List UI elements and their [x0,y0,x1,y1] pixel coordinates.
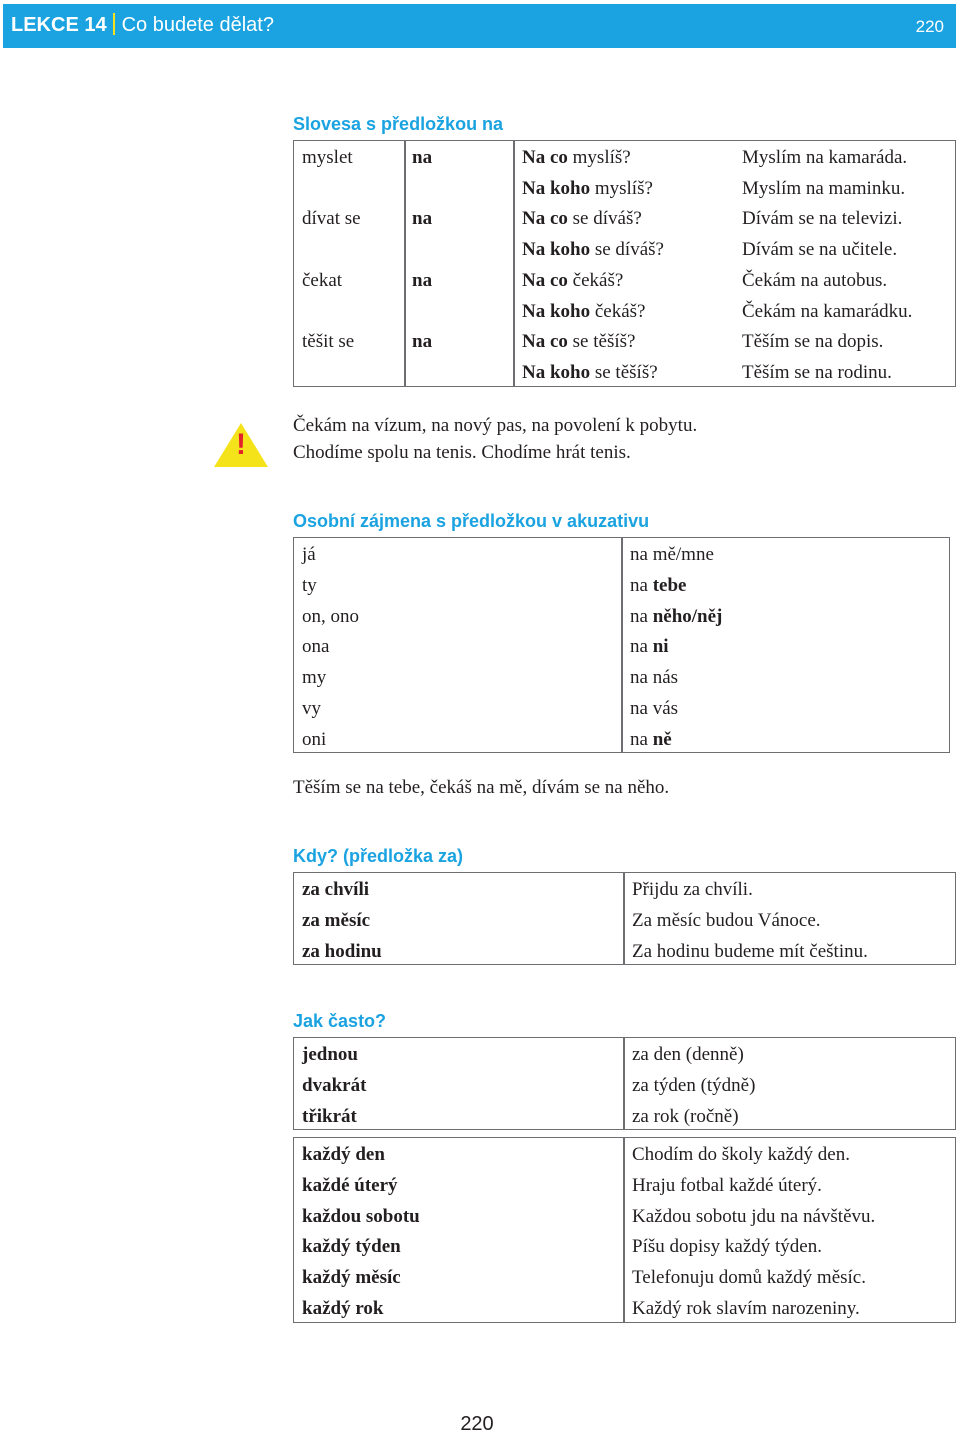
question-bold: Na koho [522,239,591,261]
example-cell: Za měsíc budou Vánoce. [632,909,821,931]
question-cell [522,173,653,204]
frequency-table [293,1037,956,1130]
pronoun-form: nás [652,667,679,689]
question-rest: se díváš? [590,239,664,261]
question-rest: myslíš? [590,177,653,199]
term-cell: každé úterý [302,1174,398,1196]
question-rest: čekáš? [590,300,646,322]
example-cell: za týden (týdně) [632,1074,756,1096]
term-cell: každý rok [302,1298,384,1319]
preposition-na: na [630,605,653,627]
example-cell: Chodím do školy každý den. [632,1144,850,1165]
pronoun-form-cell [630,693,678,724]
pronoun-form-cell [630,631,669,662]
every-table [293,1137,956,1323]
verb-cell: těšit se [302,331,355,353]
example-cell: Každou sobotu jdu na návštěvu. [632,1205,876,1227]
example-cell: Telefonuju domů každý měsíc. [632,1267,866,1289]
pronoun-cell: my [302,667,327,689]
question-bold: Na co [522,331,568,353]
question-bold: Na co [522,147,568,168]
pronoun-cell: on, ono [302,605,359,627]
when-table [293,872,956,965]
answer-cell: Těším se na rodinu. [742,361,892,383]
term-cell: každý měsíc [302,1267,401,1289]
section-heading-verbs: Slovesa s předložkou na [293,114,504,134]
preposition-cell: na [412,331,433,353]
pronoun-form: ni [652,636,669,658]
preposition-na: na [630,728,653,750]
term-cell: za chvíli [302,879,370,900]
question-cell [522,142,631,173]
answer-cell: Dívám se na televizi. [742,208,903,230]
question-rest: se díváš? [567,208,642,230]
example-cell: Každý rok slavím narozeniny. [632,1298,860,1319]
question-rest: se těšíš? [590,361,658,383]
answer-cell: Myslím na kamaráda. [742,147,908,168]
page-header [3,4,956,48]
header-page-number: 220 [915,17,944,36]
term-cell: každý den [302,1144,385,1165]
column-divider [623,873,625,964]
answer-cell: Čekám na autobus. [742,269,888,291]
question-rest: myslíš? [567,147,631,168]
header-divider [113,13,115,35]
section-heading-how-often: Jak často? [293,1011,387,1031]
term-cell: za hodinu [302,940,382,962]
example-cell: Za hodinu budeme mít češtinu. [632,940,868,962]
section-heading-when: Kdy? (předložka za) [293,846,464,866]
verbs-table [293,140,956,387]
preposition-cell: na [412,269,433,291]
pronoun-form-cell [630,539,714,570]
note-line: Chodíme spolu na tenis. Chodíme hrát tenis. [293,442,631,463]
question-cell [522,265,623,296]
term-cell: dvakrát [302,1074,367,1096]
question-bold: Na koho [522,300,591,322]
pronoun-form: ně [652,728,672,750]
pronoun-form-cell [630,601,722,632]
note-line: Čekám na vízum, na nový pas, na povolení k pobytu. [293,415,698,436]
term-cell: každý týden [302,1236,401,1258]
example-cell: Píšu dopisy každý týden. [632,1236,822,1258]
column-divider [621,538,623,752]
answer-cell: Dívám se na učitele. [742,239,898,261]
question-cell [522,296,646,327]
preposition-na: na [630,698,653,719]
question-bold: Na co [522,269,568,291]
verb-cell: čekat [302,269,343,291]
pronoun-form: tebe [652,574,687,596]
pronoun-cell: já [302,544,316,565]
pronoun-cell: ty [302,574,317,596]
verb-cell: myslet [302,147,353,168]
question-rest: se těšíš? [567,331,636,353]
example-cell: Přijdu za chvíli. [632,879,753,900]
pronoun-form: vás [652,698,679,719]
pronouns-table [293,537,950,753]
verb-cell: dívat se [302,208,361,230]
lesson-title: Co budete dělat? [121,14,274,36]
preposition-cell: na [412,147,433,168]
example-cell: Hraju fotbal každé úterý. [632,1174,822,1196]
column-divider [513,141,515,386]
question-bold: Na koho [522,361,591,383]
term-cell: třikrát [302,1105,357,1127]
term-cell: každou sobotu [302,1205,420,1227]
question-cell [522,203,642,234]
question-cell [522,326,635,357]
column-divider [623,1138,625,1322]
answer-cell: Čekám na kamarádku. [742,300,913,322]
section-heading-pronouns: Osobní zájmena s předložkou v akuzativu [293,511,650,531]
pronoun-cell: vy [302,698,321,719]
question-bold: Na co [522,208,568,230]
preposition-na: na [630,636,653,658]
pronoun-form-cell [630,724,672,755]
header-title [11,13,274,37]
pronoun-form: něho/něj [652,605,723,627]
question-bold: Na koho [522,177,591,199]
answer-cell: Myslím na maminku. [742,177,906,199]
lesson-number: LEKCE 14 [11,14,107,36]
pronoun-cell: oni [302,728,327,750]
preposition-na: na [630,544,653,565]
question-cell [522,357,658,388]
exclamation-icon: ! [236,428,246,461]
footer-page-number: 220 [460,1413,494,1435]
column-divider [623,1038,625,1129]
question-cell [522,234,664,265]
term-cell: za měsíc [302,909,371,931]
column-divider [404,141,406,386]
pronoun-example: Těším se na tebe, čekáš na mě, dívám se na něho. [293,777,670,798]
pronoun-form-cell [630,662,678,693]
example-cell: za rok (ročně) [632,1105,739,1127]
pronoun-form: mě/mne [652,544,714,565]
pronoun-form-cell [630,570,686,601]
example-cell: za den (denně) [632,1044,744,1065]
pronoun-cell: ona [302,636,330,658]
preposition-na: na [630,574,653,596]
preposition-cell: na [412,208,433,230]
question-rest: čekáš? [567,269,624,291]
answer-cell: Těším se na dopis. [742,331,884,353]
term-cell: jednou [302,1044,358,1065]
preposition-na: na [630,667,653,689]
